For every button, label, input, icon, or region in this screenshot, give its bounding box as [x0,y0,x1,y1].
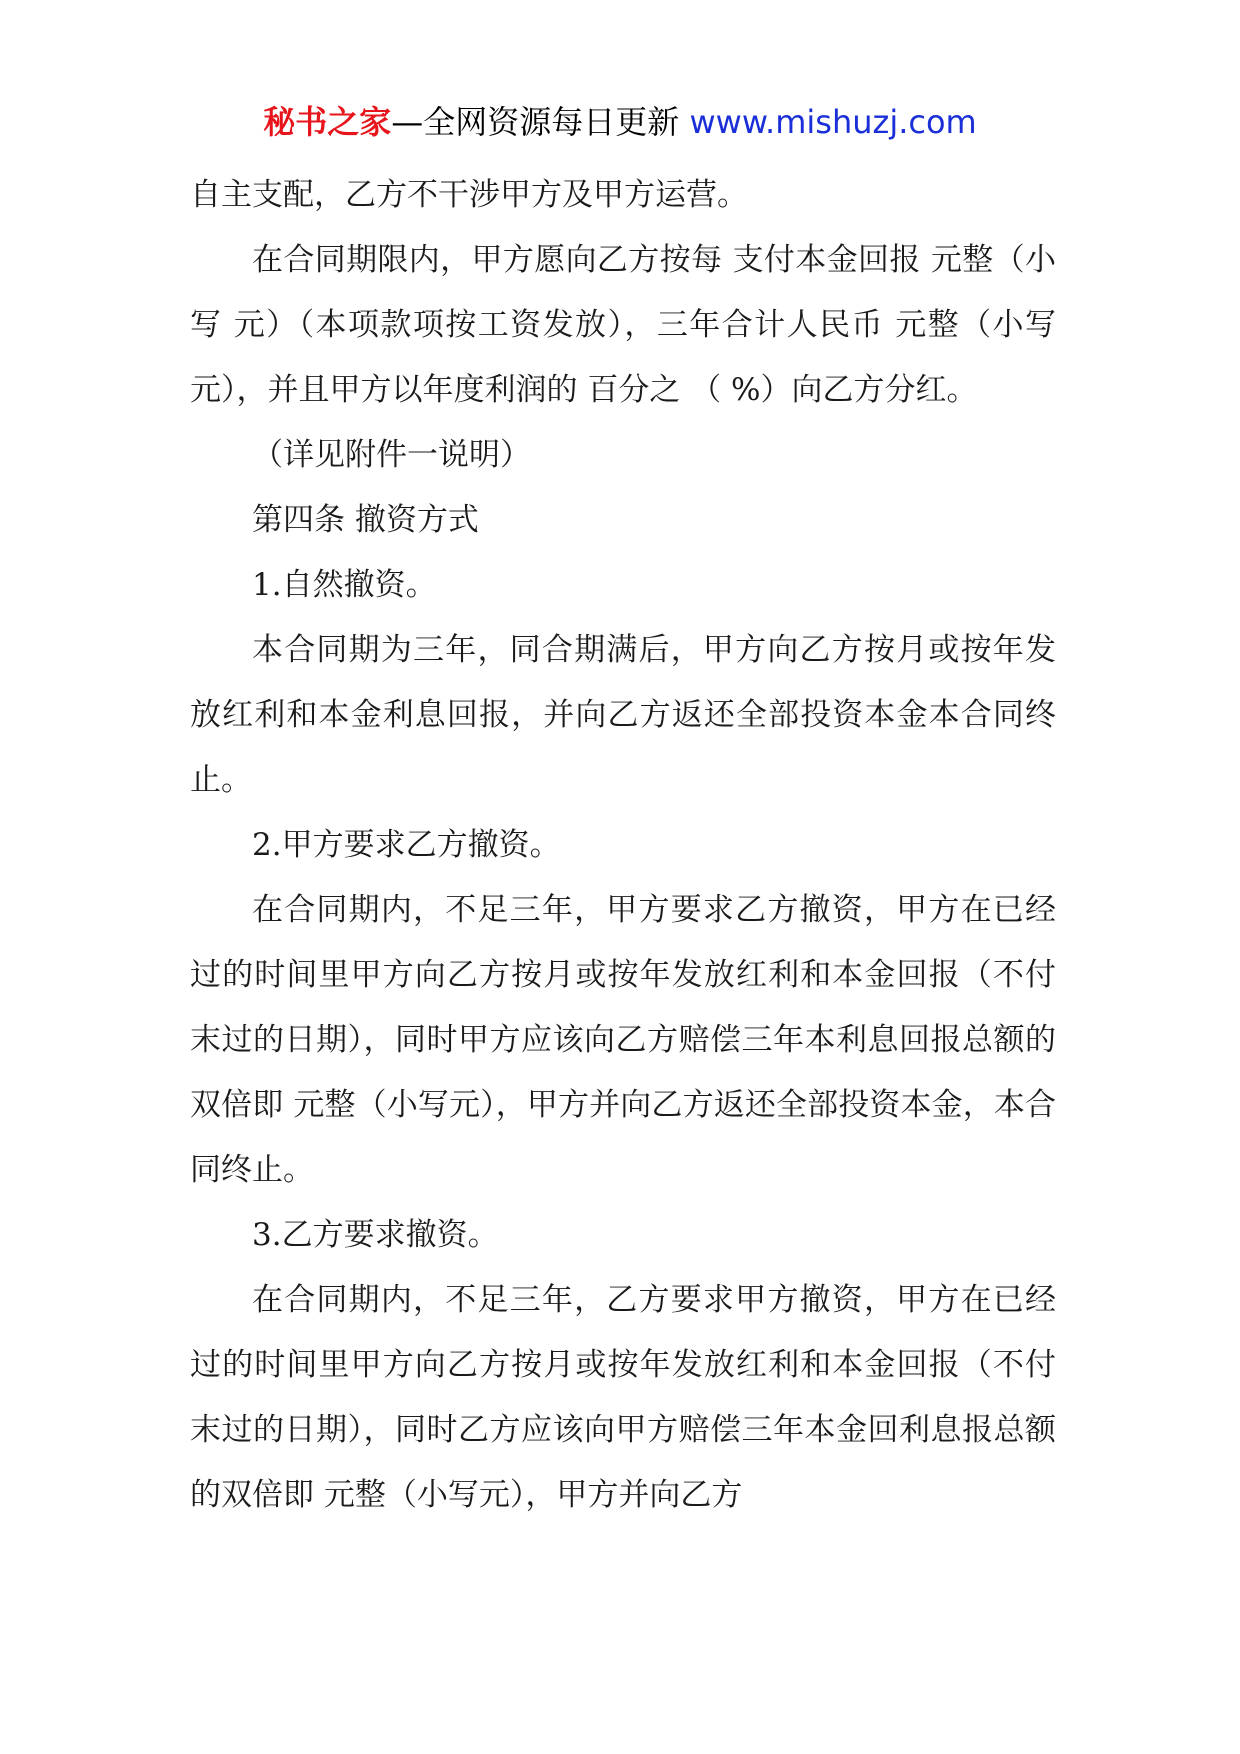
paragraph-clause-1: 本合同期为三年，同合期满后，甲方向乙方按月或按年发放红利和本金利息回报，并向乙方返还全部投资本金本合同终止。 [190,632,1056,798]
paragraph-continuation: 自主支配，乙方不干涉甲方及甲方运营。 [190,177,748,213]
clause-heading-3: 3.乙方要求撤资。 [252,1217,499,1253]
paragraph-payment-terms: 在合同期限内，甲方愿向乙方按每 支付本金回报 元整（小写 元）（本项款项按工资发放），三年合计人民币 元整（小写 元），并且甲方以年度利润的 百分之 （ %）向乙方分红。 [190,242,1056,408]
section-heading-article-4: 第四条 撤资方式 [252,502,479,538]
header-tagline: —全网资源每日更新 [391,103,680,141]
document-body [190,163,1056,1528]
paragraph-attachment-note: （详见附件一说明） [252,437,531,473]
site-url-link[interactable]: www.mishuzj.com [689,103,977,141]
clause-heading-2: 2.甲方要求乙方撤资。 [252,827,561,863]
brand-name: 秘书之家 [263,103,392,141]
paragraph-clause-2: 在合同期内，不足三年，甲方要求乙方撤资，甲方在已经过的时间里甲方向乙方按月或按年发放红利和本金回报（不付末过的日期），同时甲方应该向乙方赔偿三年本利息回报总额的双倍即 元整（小写元），甲方并向乙方返还全部投资本金，本合同终止。 [190,892,1056,1188]
clause-heading-1: 1.自然撤资。 [252,567,437,603]
page-header [0,100,1240,144]
paragraph-clause-3: 在合同期内，不足三年，乙方要求甲方撤资，甲方在已经过的时间里甲方向乙方按月或按年发放红利和本金回报（不付末过的日期），同时乙方应该向甲方赔偿三年本金回利息报总额的双倍即 元整（小写元），甲方并向乙方 [190,1282,1056,1513]
